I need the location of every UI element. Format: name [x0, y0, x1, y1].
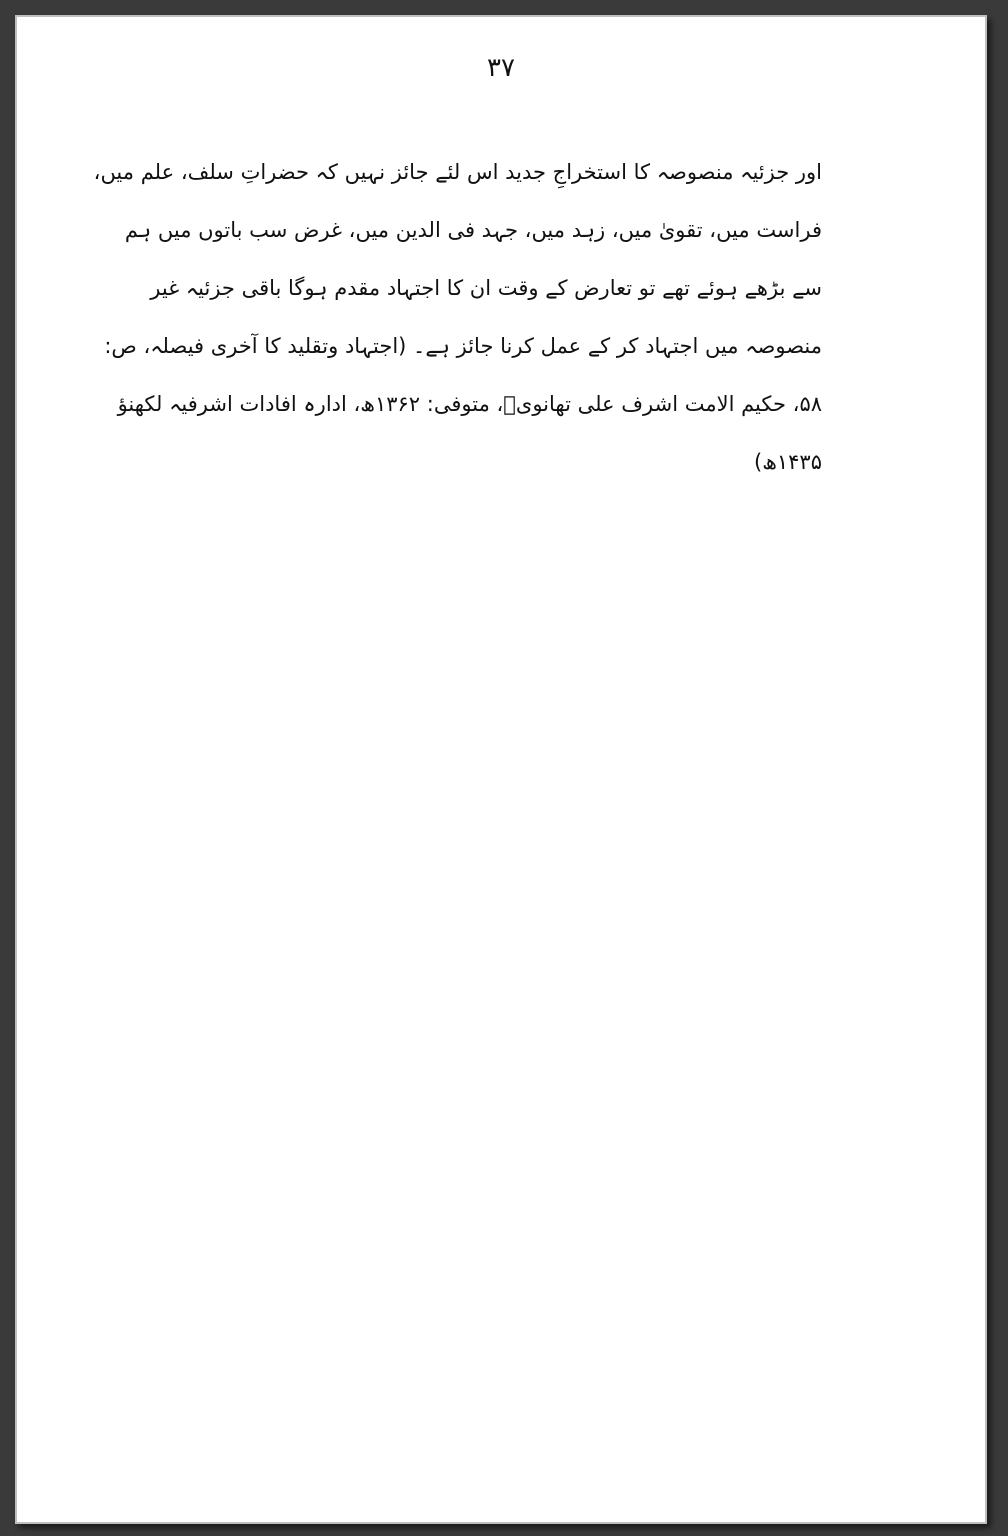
text-line: سے بڑھے ہوئے تھے تو تعارض کے وقت ان کا اجتہاد مقدم ہوگا باقی جزئیہ غیر: [150, 276, 822, 300]
text-line: ۵۸، حکیم الامت اشرف علی تھانویؒ، متوفی: ۱۳۶۲ھ، ادارہ افادات اشرفیہ لکھنؤ: [117, 392, 822, 416]
page-number: ۳۷: [487, 53, 515, 83]
text-line: ۱۴۳۵ھ): [754, 450, 822, 474]
text-line: فراست میں، تقویٰ میں، زہد میں، جہد فی الدین میں، غرض سب باتوں میں ہم: [124, 218, 822, 242]
body-text: [93, 143, 822, 491]
text-line: اور جزئیہ منصوصہ کا استخراجِ جدید اس لئے جائز نہیں کہ حضراتِ سلف، علم میں،: [93, 160, 822, 184]
document-page: [15, 15, 987, 1524]
text-line: منصوصہ میں اجتہاد کر کے عمل کرنا جائز ہے۔ (اجتہاد وتقلید کا آخری فیصلہ، ص:: [104, 334, 822, 358]
